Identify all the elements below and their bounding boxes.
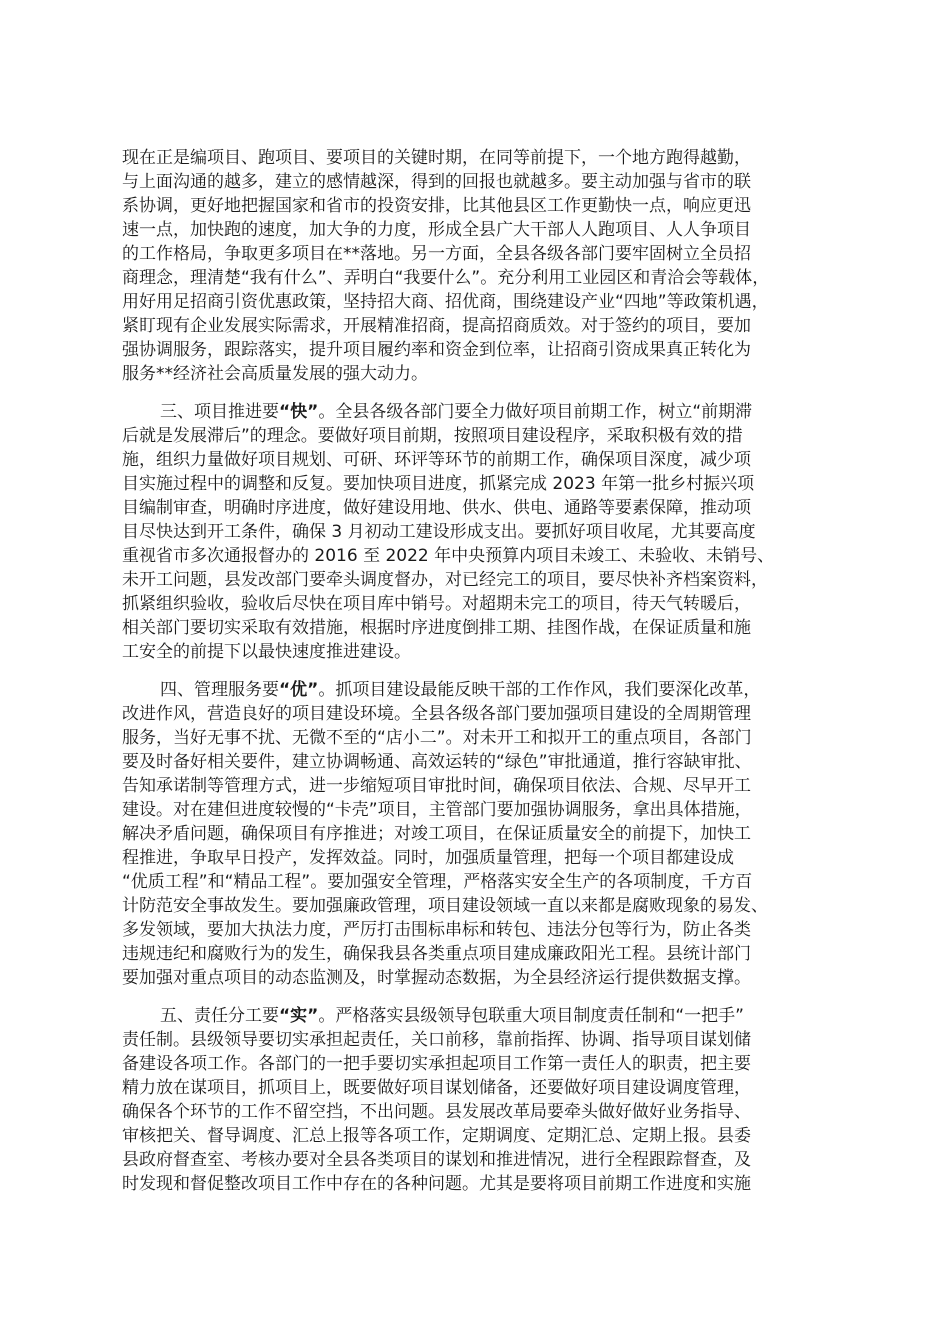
section-keyword: “快” xyxy=(279,402,319,422)
text-line: 要加强对重点项目的动态监测及，时掌握动态数据，为全县经济运行提供数据支撑。 xyxy=(122,968,751,988)
section-first-line-text: 。全县各级各部门要全力做好项目前期工作，树立“前期滞 xyxy=(318,402,753,422)
text-line: 现在正是编项目、跑项目、要项目的关键时期，在同等前提下，一个地方跑得越勤， xyxy=(122,148,751,168)
text-line: 多发领域，要加大执法力度，严厉打击围标串标和转包、违法分包等行为，防止各类 xyxy=(122,920,751,940)
paragraph-section-3 xyxy=(122,400,834,664)
section-heading-line xyxy=(122,678,834,702)
text-line: 服务**经济社会高质量发展的强大动力。 xyxy=(122,364,428,384)
text-line: 用好用足招商引资优惠政策，坚持招大商、招优商，围绕建设产业“四地”等政策机遇， xyxy=(122,292,769,312)
text-line: 强协调服务，跟踪落实，提升项目履约率和资金到位率，让招商引资成果真正转化为 xyxy=(122,340,751,360)
document-page xyxy=(122,146,834,1210)
text-line: 备建设各项工作。各部门的一把手要切实承担起项目工作第一责任人的职责，把主要 xyxy=(122,1054,751,1074)
text-line: 建设。对在建但进度较慢的“卡壳”项目，主管部门要加强协调服务，拿出具体措施， xyxy=(122,800,752,820)
text-line: 时发现和督促整改项目工作中存在的各种问题。尤其是要将项目前期工作进度和实施 xyxy=(122,1174,751,1194)
text-line: 未开工问题，县发改部门要牵头调度督办，对已经完工的项目，要尽快补齐档案资料， xyxy=(122,570,768,590)
text-line: 目实施过程中的调整和反复。要加快项目进度，抓紧完成 2023 年第一批乡村振兴项 xyxy=(122,474,755,494)
text-line: 程推进，争取早日投产，发挥效益。同时，加强质量管理，把每一个项目都建设成 xyxy=(122,848,734,868)
text-line: 县政府督查室、考核办要对全县各类项目的谋划和推进情况，进行全程跟踪督查，及 xyxy=(122,1150,751,1170)
section-heading-line xyxy=(122,1004,834,1028)
text-line: 重视省市多次通报督办的 2016 至 2022 年中央预算内项目未竣工、未验收、未销号、 xyxy=(122,546,775,566)
text-line: “优质工程”和“精品工程”。要加强安全管理，严格落实安全生产的各项制度，千方百 xyxy=(122,872,753,892)
text-line: 解决矛盾问题，确保项目有序推进；对竣工项目，在保证质量安全的前提下，加快工 xyxy=(122,824,751,844)
section-keyword: “实” xyxy=(279,1006,319,1026)
paragraph-section-4 xyxy=(122,678,834,990)
section-lead: 五、责任分工要 xyxy=(160,1006,279,1026)
text-line: 商理念，理清楚“我有什么”、弄明白“我要什么”。充分利用工业园区和青洽会等载体， xyxy=(122,268,770,288)
text-line: 施，组织力量做好项目规划、可研、环评等环节的前期工作，确保项目深度，减少项 xyxy=(122,450,751,470)
text-line: 工安全的前提下以最快速度推进建设。 xyxy=(122,642,411,662)
text-line: 告知承诺制等管理方式，进一步缩短项目审批时间，确保项目依法、合规、尽早开工 xyxy=(122,776,751,796)
text-line: 相关部门要切实采取有效措施，根据时序进度倒排工期、挂图作战，在保证质量和施 xyxy=(122,618,751,638)
text-line: 的工作格局，争取更多项目在**落地。另一方面，全县各级各部门要牢固树立全员招 xyxy=(122,244,751,264)
text-line: 要及时备好相关要件，建立协调畅通、高效运转的“绿色”审批通道，推行容缺审批、 xyxy=(122,752,752,772)
text-line: 速一点，加快跑的速度，加大争的力度，形成全县广大干部人人跑项目、人人争项目 xyxy=(122,220,751,240)
text-line: 审核把关、督导调度、汇总上报等各项工作，定期调度、定期汇总、定期上报。县委 xyxy=(122,1126,751,1146)
section-first-line-text: 。抓项目建设最能反映干部的工作作风，我们要深化改革， xyxy=(318,680,761,700)
text-line: 目尽快达到开工条件，确保 3 月初动工建设形成支出。要抓好项目收尾，尤其要高度 xyxy=(122,522,756,542)
text-line: 计防范安全事故发生。要加强廉政管理，项目建设领域一直以来都是腐败现象的易发、 xyxy=(122,896,768,916)
text-line: 责任制。县级领导要切实承担起责任，关口前移，靠前指挥、协调、指导项目谋划储 xyxy=(122,1030,751,1050)
text-line: 改进作风，营造良好的项目建设环境。全县各级各部门要加强项目建设的全周期管理 xyxy=(122,704,751,724)
section-first-line-text: 。严格落实县级领导包联重大项目制度责任制和“一把手” xyxy=(318,1006,744,1026)
section-heading-line xyxy=(122,400,834,424)
section-keyword: “优” xyxy=(279,680,319,700)
text-line: 后就是发展滞后”的理念。要做好项目前期，按照项目建设程序，采取积极有效的措 xyxy=(122,426,743,446)
text-line: 确保各个环节的工作不留空挡，不出问题。县发展改革局要牵头做好做好业务指导、 xyxy=(122,1102,751,1122)
text-line: 与上面沟通的越多，建立的感情越深，得到的回报也就越多。要主动加强与省市的联 xyxy=(122,172,751,192)
text-line: 紧盯现有企业发展实际需求，开展精准招商，提高招商质效。对于签约的项目，要加 xyxy=(122,316,751,336)
paragraph-section-5 xyxy=(122,1004,834,1196)
paragraph-1 xyxy=(122,146,834,386)
text-line: 服务，当好无事不扰、无微不至的“店小二”。对未开工和拟开工的重点项目，各部门 xyxy=(122,728,752,748)
text-line: 违规违纪和腐败行为的发生，确保我县各类重点项目建成廉政阳光工程。县统计部门 xyxy=(122,944,751,964)
section-lead: 三、项目推进要 xyxy=(160,402,279,422)
text-line: 抓紧组织验收，验收后尽快在项目库中销号。对超期未完工的项目，待天气转暖后， xyxy=(122,594,751,614)
text-line: 系协调，更好地把握国家和省市的投资安排，比其他县区工作更勤快一点，响应更迅 xyxy=(122,196,751,216)
text-line: 目编制审查，明确时序进度，做好建设用地、供水、供电、通路等要素保障，推动项 xyxy=(122,498,751,518)
text-line: 精力放在谋项目，抓项目上，既要做好项目谋划储备，还要做好项目建设调度管理， xyxy=(122,1078,751,1098)
section-lead: 四、管理服务要 xyxy=(160,680,279,700)
